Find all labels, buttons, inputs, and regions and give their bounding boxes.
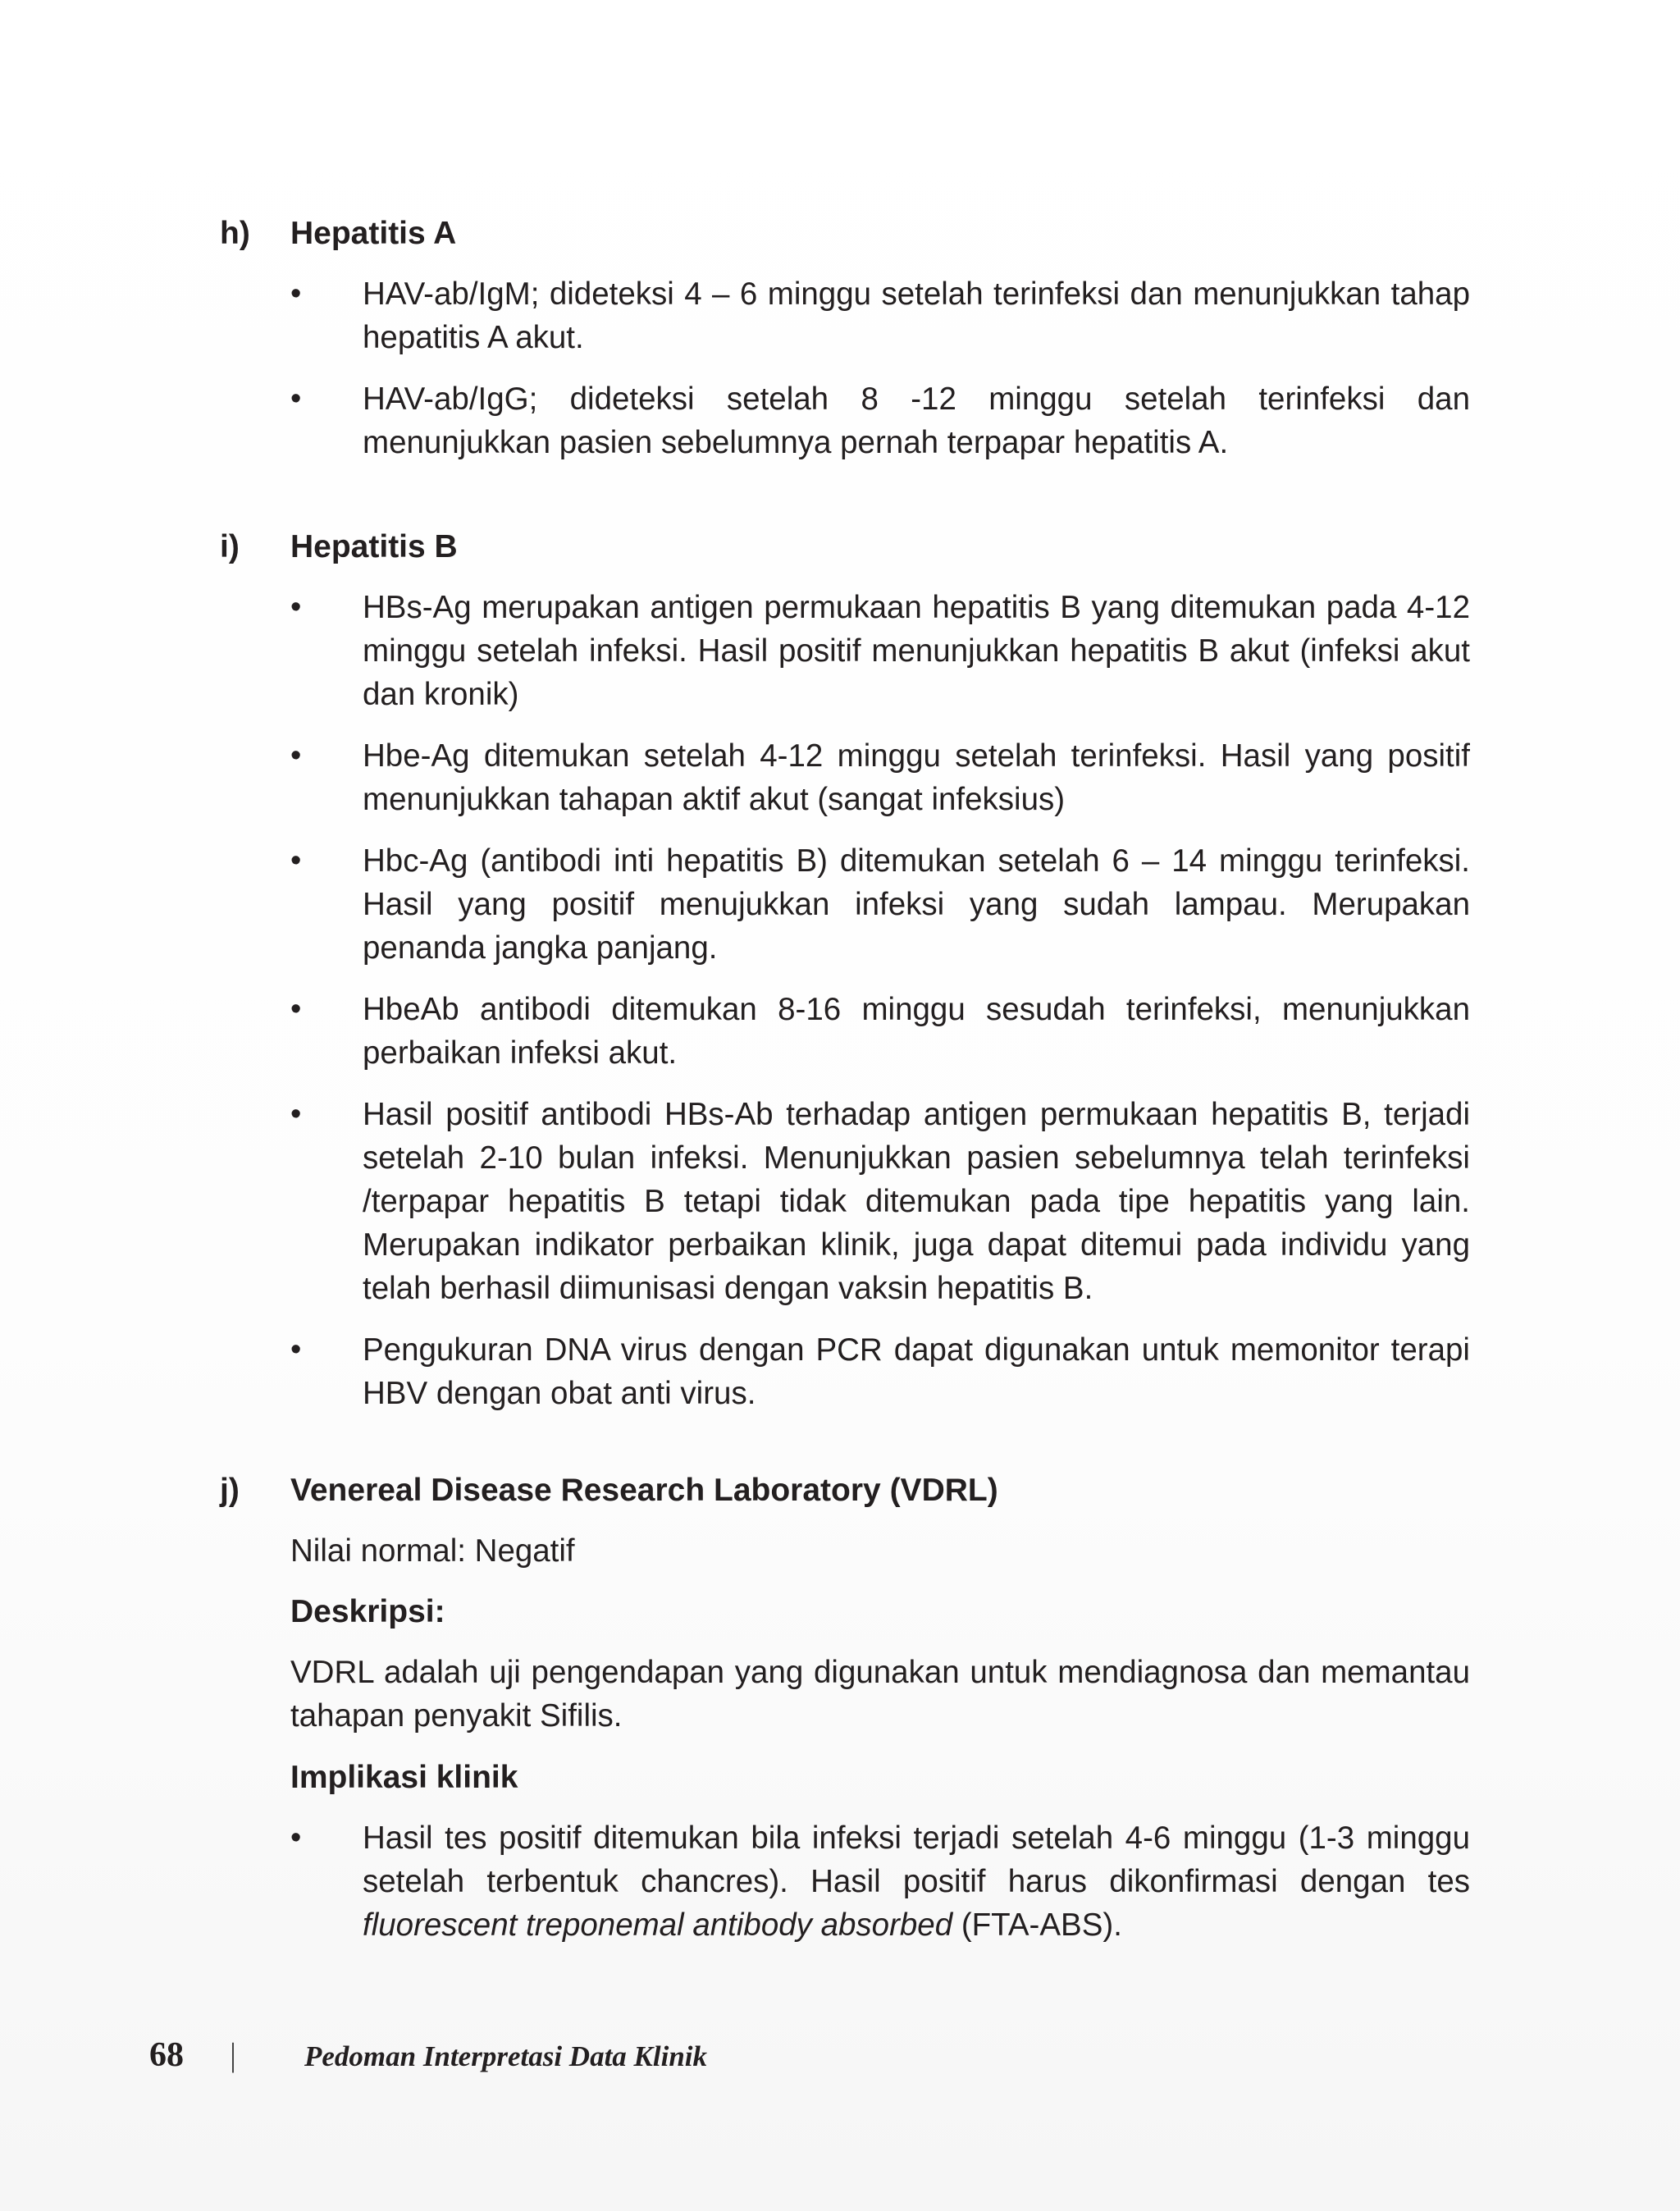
list-item bbox=[290, 1328, 1470, 1415]
bullet-icon: • bbox=[290, 276, 302, 311]
list-item-text: HbeAb antibodi ditemukan 8-16 minggu sesudah terinfeksi, menunjukkan perbaikan infeksi akut. bbox=[363, 992, 1470, 1071]
list-item bbox=[290, 377, 1470, 464]
list-item bbox=[290, 839, 1470, 970]
list-item bbox=[290, 734, 1470, 821]
implication-heading: Implikasi klinik bbox=[290, 1760, 518, 1795]
bullet-list bbox=[290, 272, 1470, 482]
list-item bbox=[290, 1093, 1470, 1310]
implication-text-end: (FTA-ABS). bbox=[952, 1907, 1122, 1943]
bullet-icon: • bbox=[290, 1097, 302, 1131]
list-item-text: Hbc-Ag (antibodi inti hepatitis B) ditemukan setelah 6 – 14 minggu terinfeksi. Hasil yang positif menujukkan infeksi yang sudah lampau. Merupakan penanda jangka panjang. bbox=[363, 843, 1470, 966]
section-letter: h) bbox=[220, 216, 250, 251]
description-heading: Deskripsi: bbox=[290, 1594, 445, 1629]
list-item-text: HAV-ab/IgG; dideteksi setelah 8 -12 minggu setelah terinfeksi dan menunjukkan pasien sebelumnya pernah terpapar hepatitis A. bbox=[363, 381, 1470, 460]
bullet-icon: • bbox=[290, 992, 302, 1026]
section-title: Venereal Disease Research Laboratory (VDRL) bbox=[290, 1473, 998, 1508]
book-title: Pedoman Interpretasi Data Klinik bbox=[304, 2040, 708, 2072]
bullet-icon: • bbox=[290, 1820, 302, 1855]
list-item-text: Hasil positif antibodi HBs-Ab terhadap antigen permukaan hepatitis B, terjadi setelah 2-10 bulan infeksi. Menunjukkan pasien sebelumnya telah terinfeksi /terpapar hepatitis B tetapi tidak ditemukan pada tipe hepatitis yang lain. Merupakan indikator perbaikan klinik, juga dapat ditemui pada individu yang telah berhasil diimunisasi dengan vaksin hepatitis B. bbox=[363, 1097, 1470, 1306]
list-item-text bbox=[363, 1816, 1470, 1947]
bullet-icon: • bbox=[290, 1332, 302, 1367]
bullet-list bbox=[290, 586, 1470, 1433]
page-footer bbox=[0, 2031, 1680, 2081]
bullet-icon: • bbox=[290, 738, 302, 773]
section-letter: j) bbox=[220, 1473, 240, 1508]
list-item bbox=[290, 272, 1470, 359]
implication-text-italic: fluorescent treponemal antibody absorbed bbox=[363, 1907, 953, 1943]
bullet-icon: • bbox=[290, 381, 302, 416]
list-item bbox=[290, 988, 1470, 1075]
list-item-text: Pengukuran DNA virus dengan PCR dapat digunakan untuk memonitor terapi HBV dengan obat anti virus. bbox=[363, 1332, 1470, 1411]
list-item-text: HAV-ab/IgM; dideteksi 4 – 6 minggu setelah terinfeksi dan menunjukkan tahap hepatitis A akut. bbox=[363, 276, 1470, 355]
bullet-icon: • bbox=[290, 590, 302, 624]
bullet-icon: • bbox=[290, 843, 302, 878]
bullet-list bbox=[290, 1816, 1470, 1965]
implication-text-start: Hasil tes positif ditemukan bila infeksi terjadi setelah 4-6 minggu (1-3 minggu setelah terbentuk chancres). Hasil positif harus dikonfirmasi dengan tes bbox=[363, 1820, 1470, 1899]
list-item-text: HBs-Ag merupakan antigen permukaan hepatitis B yang ditemukan pada 4-12 minggu setelah infeksi. Hasil positif menunjukkan hepatitis B akut (infeksi akut dan kronik) bbox=[363, 590, 1470, 712]
section-letter: i) bbox=[220, 529, 240, 564]
section-title: Hepatitis B bbox=[290, 529, 458, 564]
normal-value: Nilai normal: Negatif bbox=[290, 1533, 575, 1569]
list-item bbox=[290, 1816, 1470, 1947]
list-item bbox=[290, 586, 1470, 716]
description-text: VDRL adalah uji pengendapan yang digunakan untuk mendiagnosa dan memantau tahapan penyakit Sifilis. bbox=[290, 1655, 1470, 1734]
page-number: 68 bbox=[149, 2036, 184, 2074]
footer-separator: | bbox=[230, 2036, 237, 2073]
section-title: Hepatitis A bbox=[290, 216, 457, 251]
list-item-text: Hbe-Ag ditemukan setelah 4-12 minggu setelah terinfeksi. Hasil yang positif menunjukkan tahapan aktif akut (sangat infeksius) bbox=[363, 738, 1470, 817]
